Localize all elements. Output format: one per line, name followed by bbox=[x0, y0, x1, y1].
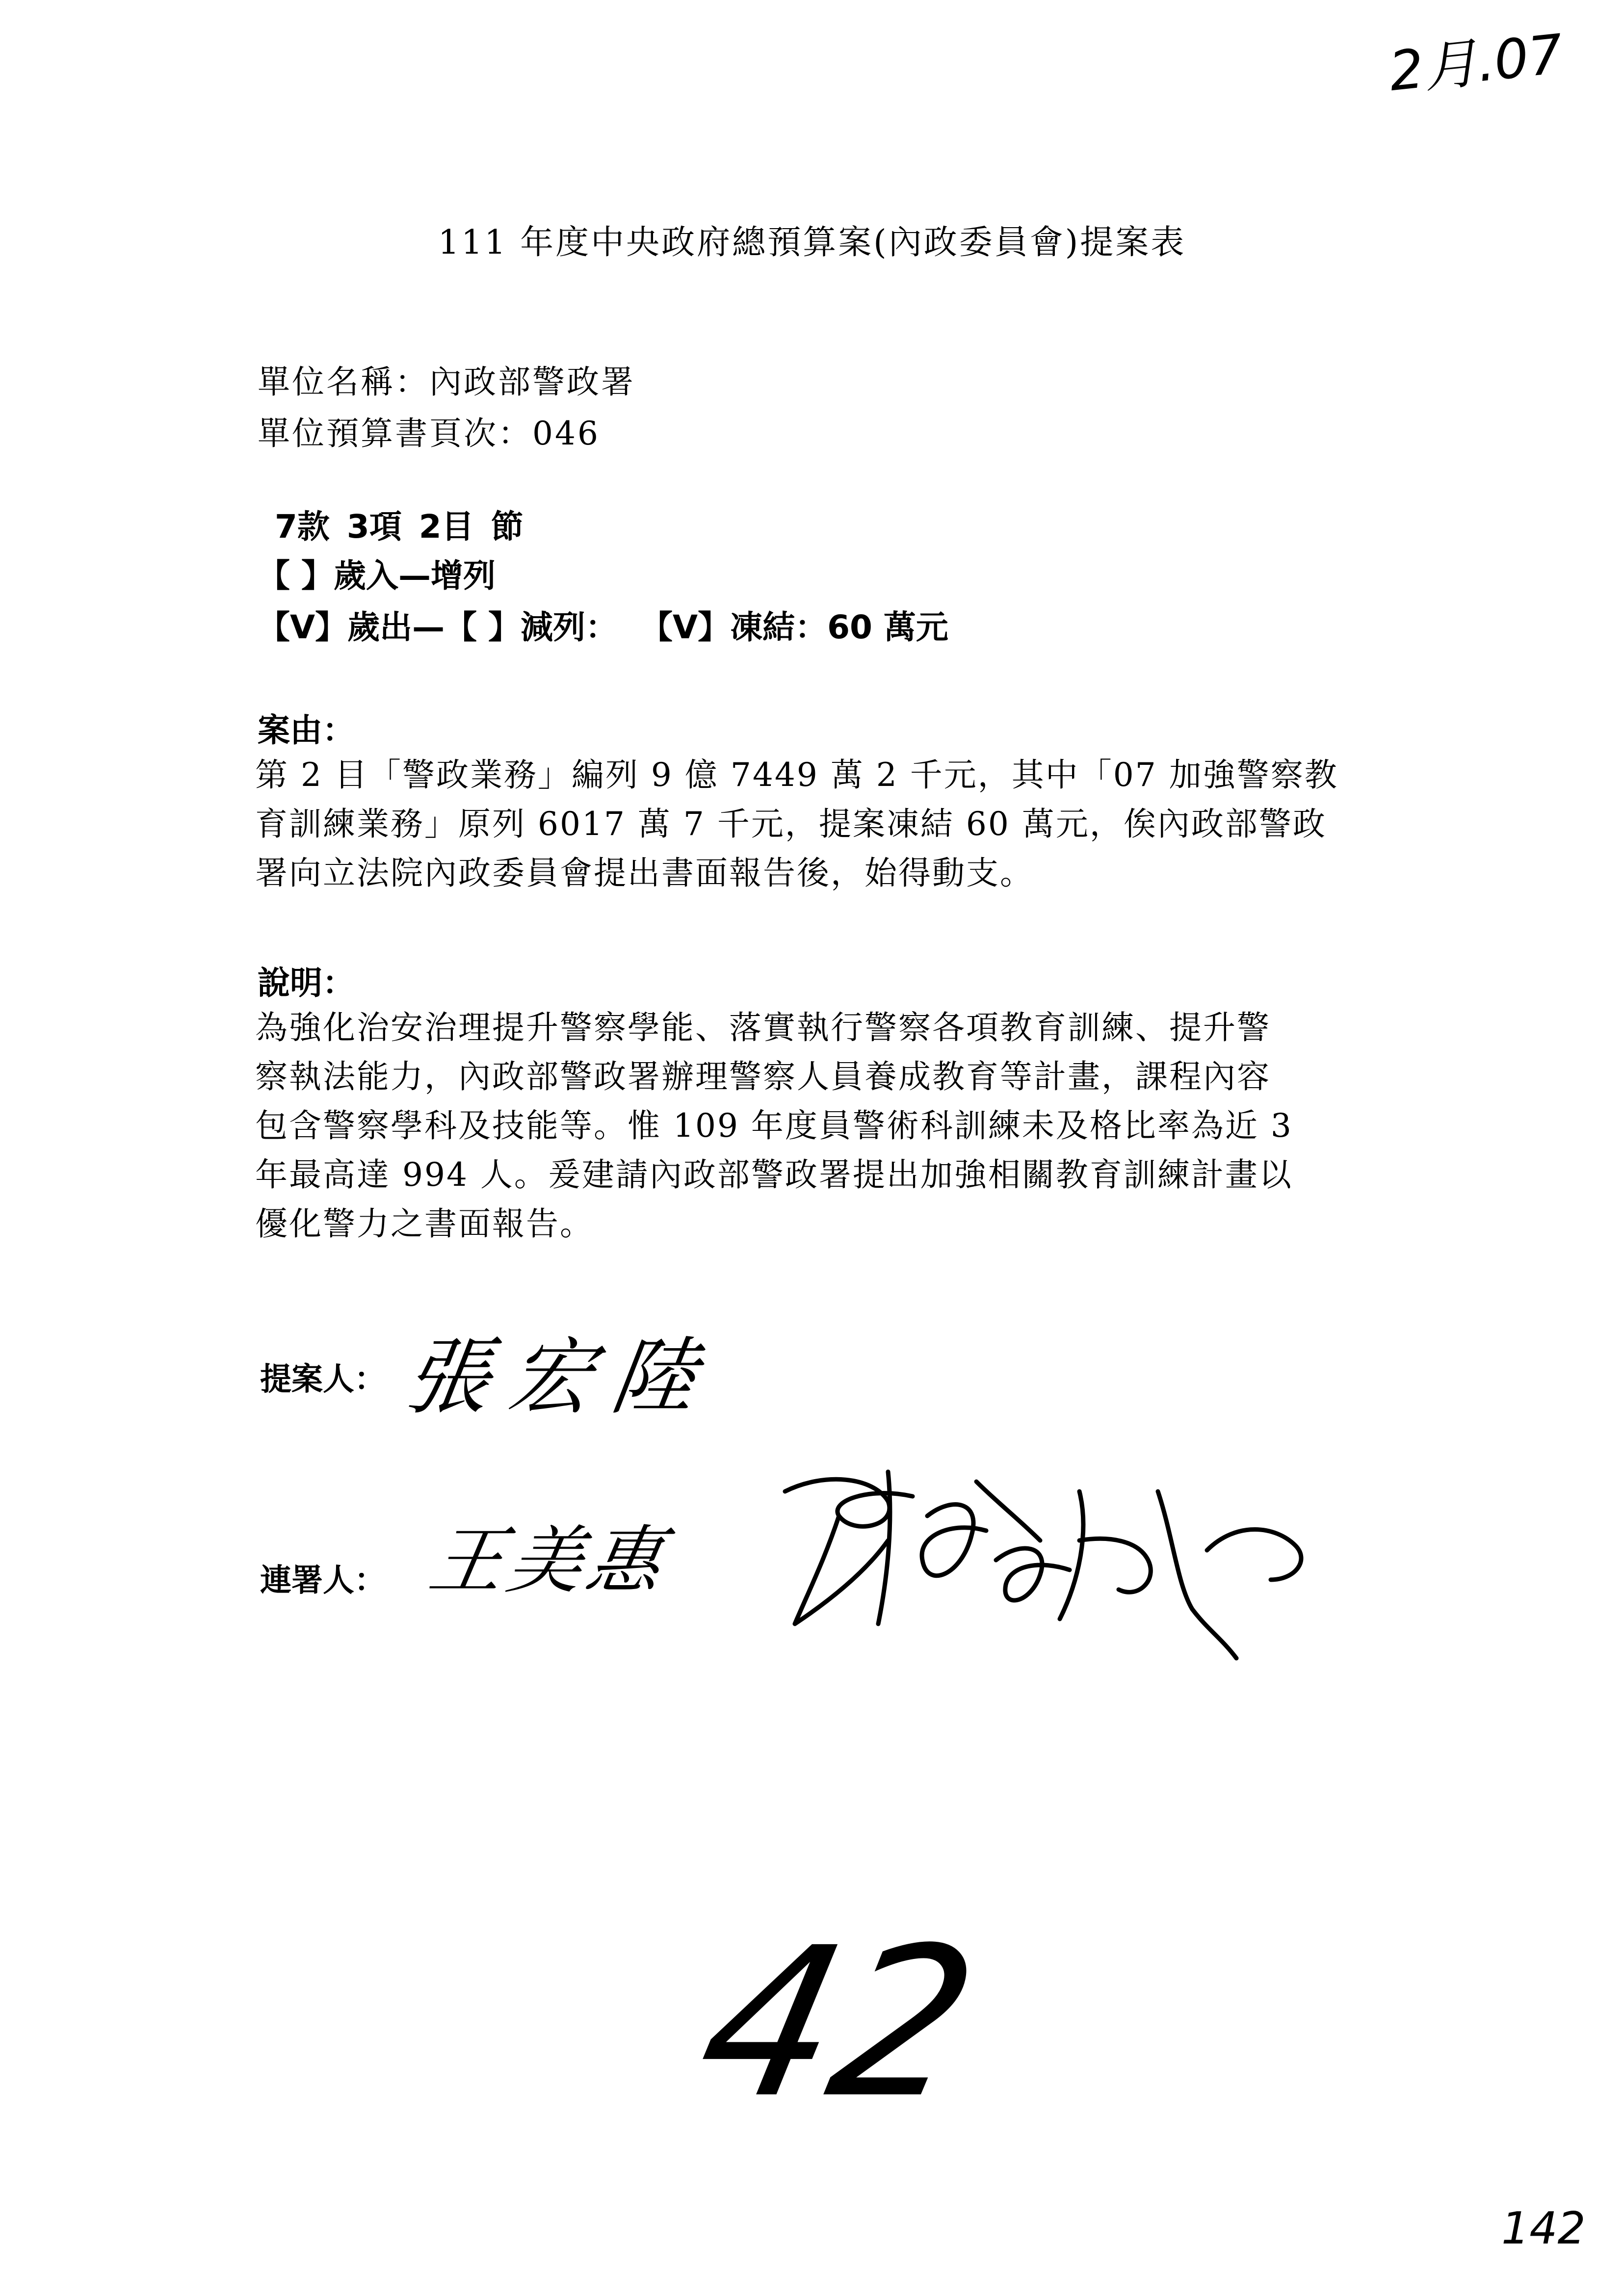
corner-handwritten-note: 2月.07 bbox=[1386, 22, 1566, 104]
explanation-line: 年最高達 994 人。爰建請內政部警政署提出加強相關教育訓練計畫以 bbox=[255, 1156, 1293, 1194]
cosigner-label: 連署人： bbox=[260, 1563, 386, 1599]
explanation-body bbox=[255, 1003, 1423, 1249]
document-title: 111 年度中央政府總預算案(內政委員會)提案表 bbox=[438, 223, 1186, 262]
explanation-line: 為強化治安治理提升警察學能、落實執行警察各項教育訓練、提升警 bbox=[255, 1009, 1271, 1046]
unit-name: 單位名稱：內政部警政署 bbox=[258, 363, 635, 401]
proposer-label: 提案人： bbox=[260, 1361, 386, 1398]
reason-heading: 案由： bbox=[258, 711, 355, 749]
reason-line: 育訓練業務」原列 6017 萬 7 千元，提案凍結 60 萬元，俟內政部警政 bbox=[255, 805, 1327, 843]
page-number: 142 bbox=[1501, 2203, 1586, 2254]
cosigner-scribble-signature bbox=[765, 1462, 1354, 1673]
explanation-line: 優化警力之書面報告。 bbox=[255, 1205, 594, 1243]
explanation-heading: 說明： bbox=[258, 964, 355, 1002]
proposer-signature: 張宏陸 bbox=[399, 1329, 722, 1426]
revenue-increase-line: 【 】歲入—增列 bbox=[258, 557, 496, 595]
cosigner-signature: 王美惠 bbox=[423, 1518, 674, 1604]
reason-body bbox=[255, 751, 1423, 898]
big-handwritten-number: 42 bbox=[681, 1904, 995, 2143]
reason-line: 署向立法院內政委員會提出書面報告後，始得動支。 bbox=[255, 854, 1034, 892]
reason-line: 第 2 目「警政業務」編列 9 億 7449 萬 2 千元，其中「07 加強警察教 bbox=[255, 756, 1338, 794]
unit-budget-page: 單位預算書頁次：046 bbox=[258, 415, 600, 452]
budget-item: 7款 3項 2目 節 bbox=[275, 508, 524, 546]
expenditure-freeze-line: 【V】歲出—【 】減列： 【V】凍結：60 萬元 bbox=[258, 608, 948, 646]
explanation-line: 包含警察學科及技能等。惟 109 年度員警術科訓練未及格比率為近 3 bbox=[255, 1107, 1293, 1145]
explanation-line: 察執法能力，內政部警政署辦理警察人員養成教育等計畫，課程內容 bbox=[255, 1058, 1271, 1096]
